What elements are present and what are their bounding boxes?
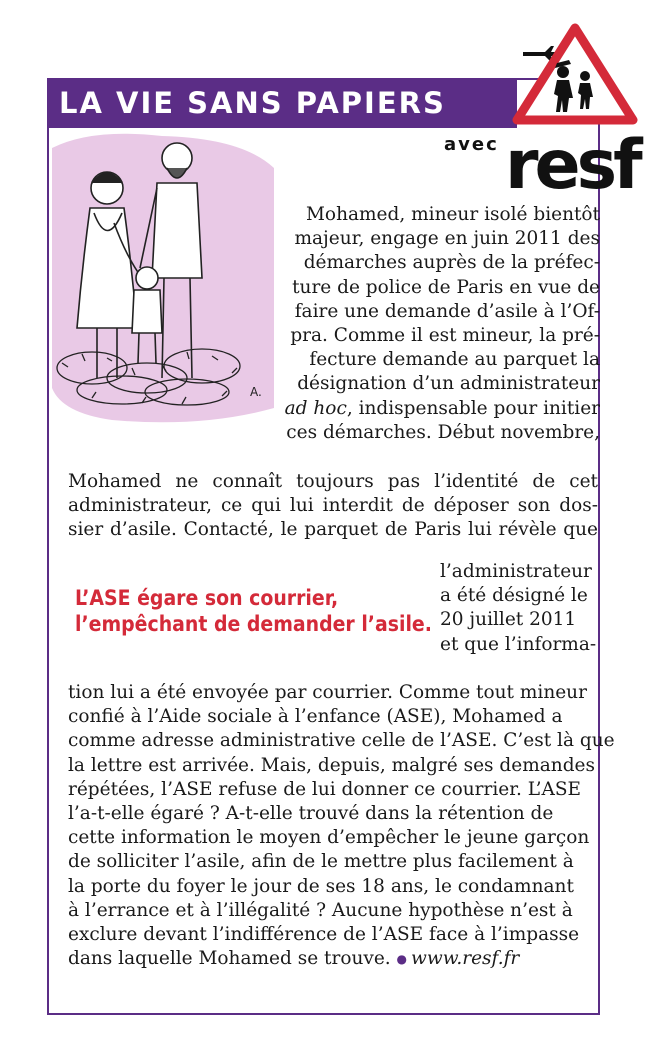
text-line: sier d’asile. Contacté, le parquet de Paris lui révèle que [68,519,598,541]
text-line: ad hoc, indispensable pour initier [284,397,600,419]
article-paragraph-side [440,560,600,657]
article-paragraph-intro [270,203,600,445]
text-line: désignation d’un administrateur [297,373,600,395]
text-line: a été désigné le [440,585,588,607]
text-line: tion lui a été envoyée par courrier. Comme tout mineur [68,682,587,703]
text-line-final: dans laquelle Mohamed se trouve. [68,948,391,970]
warning-triangle-icon [517,28,633,120]
text-line: comme adresse administrative celle de l’ASE. C’est là que [68,730,615,752]
avec-label: avec [444,134,499,155]
text-line: majeur, engage en juin 2011 des [294,228,600,250]
article-paragraph-body [68,681,615,972]
text-line-last [68,947,598,971]
text-line: confié à l’Aide sociale à l’enfance (ASE), Mohamed a [68,706,563,728]
text-line: de solliciter l’asile, afin de le mettre plus facilement à [68,851,574,873]
text-line: exclure devant l’indifférence de l’ASE face à l’impasse [68,924,580,946]
text-line: faire une demande d’asile à l’Of- [294,300,600,322]
text-line: cette information le moyen d’empêcher le jeune garçon [68,827,590,849]
bullet-dot-icon: ● [396,952,408,967]
text-line: à l’errance et à l’illégalité ? Aucune hypothèse n’est à [68,899,573,921]
resf-logo-text: resf [505,126,639,190]
text-line: pra. Comme il est mineur, la pré- [290,325,600,347]
header-banner [47,78,517,128]
text-line: répétées, l’ASE refuse de lui donner ce courrier. L’ASE [68,778,582,800]
illustration-signature: A. [250,385,262,399]
text-line: démarches auprès de la préfec- [303,252,600,274]
pull-quote [75,585,435,637]
text-line: administrateur, ce qui lui interdit de déposer son dos- [68,495,598,517]
resf-website-link[interactable]: www.resf.fr [411,948,520,970]
text-line: ture de police de Paris en vue de [292,276,600,298]
text-line: Mohamed ne connaît toujours pas l’identité de cet [68,471,598,492]
text-line: fecture demande au parquet la [309,349,600,371]
text-line: ces démarches. Début novembre, [286,421,600,443]
text-line: la lettre est arrivée. Mais, depuis, malgré ses demandes [68,754,595,776]
article-paragraph-middle [68,470,598,543]
pull-quote-line: L’ASE égare son courrier, [75,586,339,610]
banner-title: LA VIE SANS PAPIERS [59,86,446,120]
text-line: l’a-t-elle égaré ? A-t-elle trouvé dans la rétention de [68,803,554,825]
family-illustration [52,128,277,428]
text-line: Mohamed, mineur isolé bientôt [305,204,600,225]
text-line: la porte du foyer le jour de ses 18 ans, le condamnant [68,875,574,897]
text-line: et que l’informa- [440,633,597,655]
resf-logo [505,10,645,190]
pull-quote-line: l’empêchant de demander l’asile. [75,612,432,636]
text-line: l’administrateur [440,561,592,582]
text-line: 20 juillet 2011 [440,609,577,631]
